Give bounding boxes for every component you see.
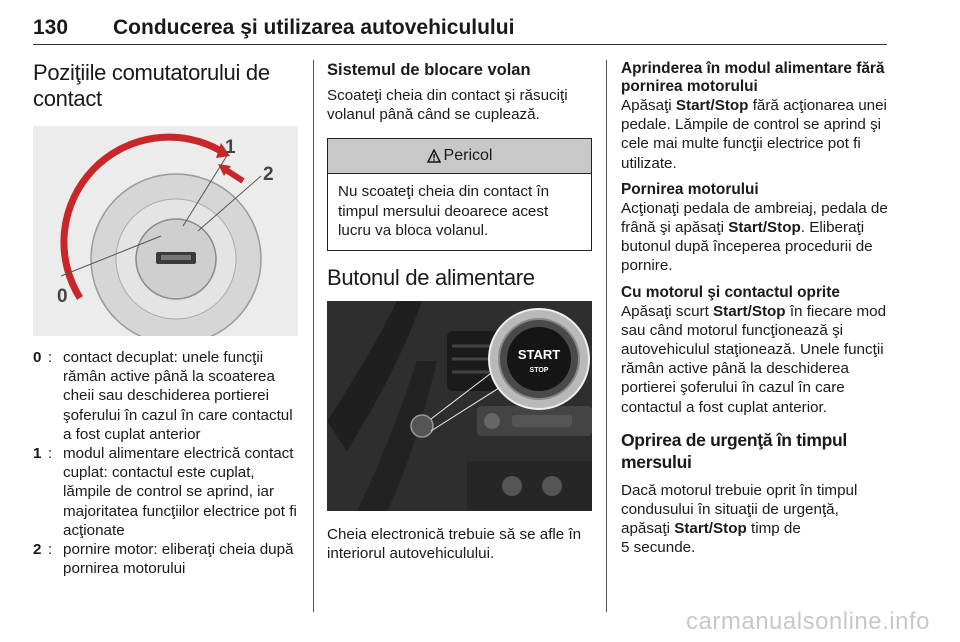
warning-triangle-icon (427, 149, 441, 163)
section-title-power-button: Butonul de alimentare (327, 265, 535, 291)
steering-lock-text: Scoateţi cheia din contact şi răsuciţi volanul până când se cuplează. (327, 87, 568, 124)
definition-separator: : (48, 541, 53, 559)
warning-header (328, 139, 591, 174)
definition-term: 1 (33, 445, 42, 463)
definition-desc: modul alimentare electrică contact cuplat: contactul este cuplat, lămpile de control se aprind, iar majoritatea funcţiilor electrice pot fi acţionate (63, 445, 297, 539)
ignition-positions-list (33, 348, 298, 578)
page-header (33, 10, 887, 45)
definition-row (33, 540, 298, 578)
small-start-button (411, 415, 433, 437)
chapter-title: Conducerea şi utilizarea autovehiculului (113, 16, 515, 39)
definition-row (33, 444, 298, 540)
text-engine-off: Apăsaţi scurt Start/Stop în fiecare mod sau când motorul funcţionează şi autovehiculul staţionează. Unele funcţii rămân active până la deschiderea portierei şoferului în cazul în care contactul a fost cuplat anterior. (621, 302, 887, 416)
text-emergency-stop: Dacă motorul trebuie oprit în timpul condusului în situaţii de urgenţă, apăsaţi Start/Stop timp de 5 secunde. (621, 481, 858, 557)
definition-separator: : (48, 445, 53, 463)
start-label: START (517, 347, 561, 363)
warning-text: Nu scoateţi cheia din contact în timpul mersului deoarece acest lucru va bloca volanul. (338, 183, 550, 239)
warning-title: Pericol (443, 147, 493, 165)
start-stop-term: Start/Stop (728, 219, 801, 237)
column-ignition (33, 60, 298, 578)
warning-box (327, 138, 592, 251)
definition-term: 2 (33, 541, 42, 559)
page-number: 130 (33, 16, 69, 39)
heading-engine-off: Cu motorul şi contactul oprite (621, 283, 840, 301)
heading-emergency-stop: Oprirea de urgenţă în timpul mersului (621, 429, 847, 472)
start-stop-term: Start/Stop (674, 520, 747, 538)
watermark: carmanualsonline.info (686, 608, 930, 635)
text-power-mode: Apăsaţi Start/Stop fără acţionarea unei pedale. Lămpile de control se aprind şi cele mai multe funcţii electrice pot fi utilizate. (621, 97, 887, 172)
start-stop-term: Start/Stop (675, 97, 749, 114)
subtitle-steering-lock: Sistemul de blocare volan (327, 61, 531, 79)
heading-engine-start: Pornirea motorului (621, 180, 759, 198)
definition-separator: : (48, 349, 53, 366)
text-engine-start: Acţionaţi pedala de ambreiaj, pedala de frână şi apăsaţi Start/Stop. Eliberaţi butonul după începerea procedurii de pornire. (621, 199, 888, 275)
dashboard-illustration (327, 301, 592, 511)
position-2-label: 2 (263, 164, 274, 185)
column-steering-lock (327, 60, 592, 563)
definition-desc: contact decuplat: unele funcţii rămân active până la scoaterea cheii sau deschiderea portierei şoferului în cazul în care contactul a fost cuplat anterior (63, 349, 293, 443)
column-divider (606, 60, 607, 612)
power-button-figure (327, 301, 592, 511)
column-divider (313, 60, 314, 612)
ignition-switch-figure (33, 126, 298, 336)
position-1-label: 1 (225, 137, 236, 158)
section-title-ignition: Poziţiile comutatorului de contact (33, 60, 270, 111)
stop-label: STOP (529, 367, 549, 375)
start-stop-term: Start/Stop (713, 302, 786, 320)
heading-power-mode: Aprinderea în modul alimentare fără pornirea motorului (621, 60, 885, 95)
definition-term: 0 (33, 349, 42, 366)
warning-body (328, 174, 591, 250)
definition-desc: pornire motor: eliberaţi cheia după pornirea motorului (63, 541, 294, 578)
ignition-switch-illustration (33, 126, 298, 336)
position-0-label: 0 (57, 286, 68, 307)
definition-row (33, 348, 298, 444)
column-start-stop (621, 60, 889, 558)
figure-caption: Cheia electronică trebuie să se afle în interiorul autovehiculului. (327, 526, 582, 563)
